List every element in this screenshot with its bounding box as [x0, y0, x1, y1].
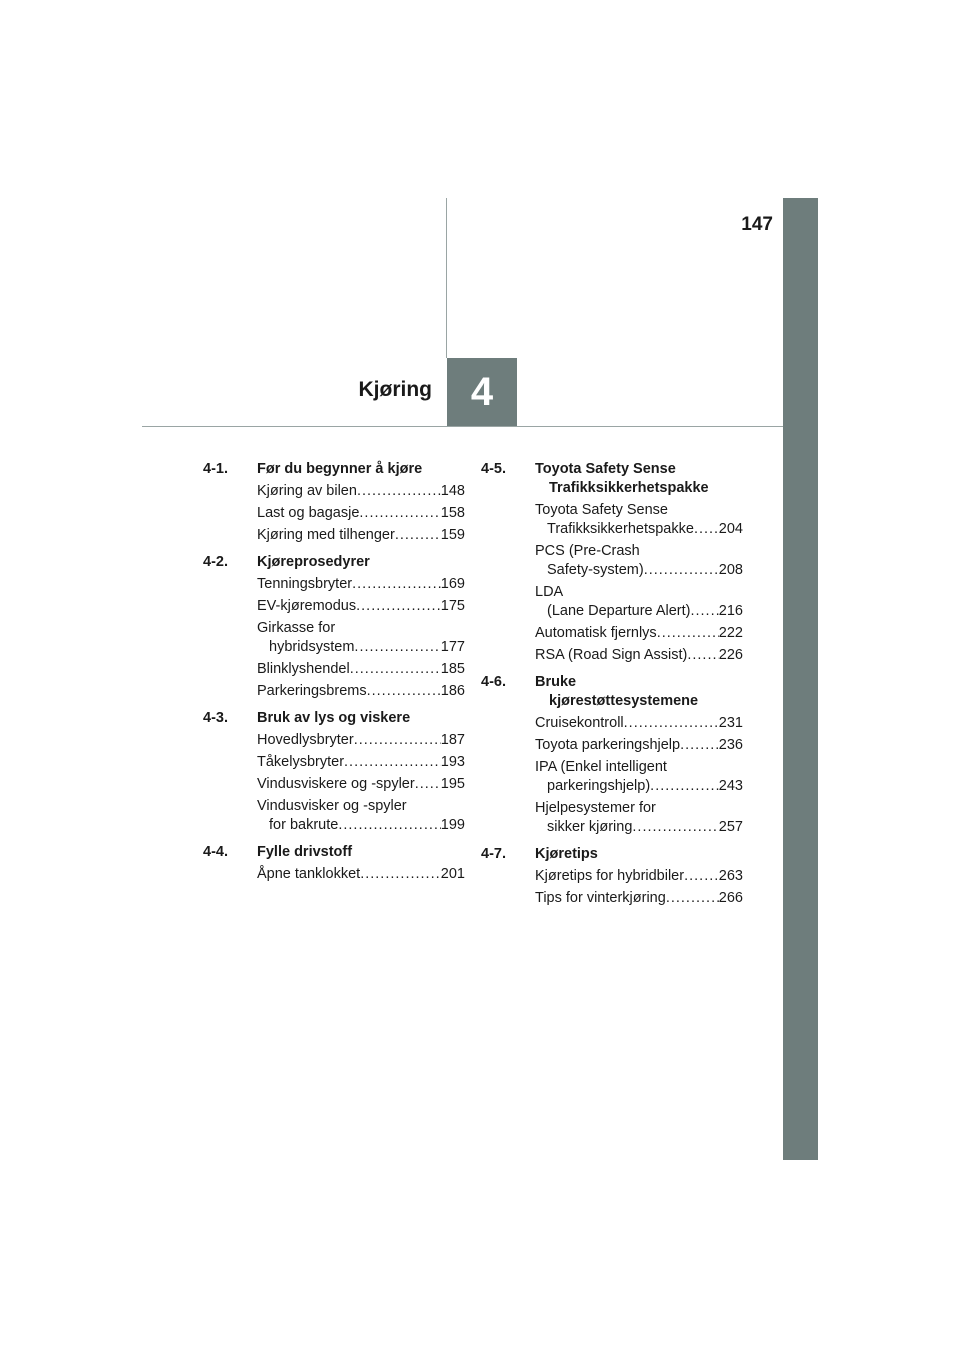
entry-page-number: 158 — [440, 505, 465, 521]
chapter-side-tab — [783, 198, 818, 1160]
section-number: 4-4. — [203, 844, 228, 860]
entry-title-line: LDA — [535, 584, 564, 600]
entry-title-line — [257, 775, 465, 794]
toc-section — [481, 845, 743, 908]
dot-leader — [650, 777, 719, 796]
section-title-line: Kjøretips — [535, 846, 598, 862]
dot-leader — [356, 597, 441, 616]
dot-leader — [690, 602, 718, 621]
section-heading — [481, 460, 743, 498]
entry-title-line — [257, 865, 465, 884]
toc-left-column — [203, 460, 465, 892]
entry-title-line — [257, 660, 465, 679]
entry-title: Åpne tanklokket — [257, 866, 361, 882]
toc-entry[interactable] — [257, 731, 465, 750]
dot-leader — [354, 638, 440, 657]
section-title-line: Bruk av lys og viskere — [257, 710, 411, 726]
toc-entry[interactable] — [257, 660, 465, 679]
section-number: 4-1. — [203, 461, 228, 477]
toc-entry[interactable] — [257, 797, 465, 835]
entry-title-line — [535, 561, 743, 580]
entry-page-number: 193 — [440, 754, 465, 770]
entry-title-line: Vindusvisker og -spyler — [257, 798, 407, 814]
toc-entry[interactable] — [257, 526, 465, 545]
entry-title-line — [257, 816, 465, 835]
entry-page-number: 216 — [718, 603, 743, 619]
toc-section — [481, 460, 743, 665]
entry-title-line — [535, 818, 743, 837]
section-title-line: Fylle drivstoff — [257, 844, 353, 860]
entry-title-line — [535, 889, 743, 908]
section-heading — [203, 843, 465, 862]
toc-entry[interactable] — [257, 682, 465, 701]
section-title-line: Trafikksikkerhetspakke — [549, 480, 709, 496]
entry-title-line — [535, 624, 743, 643]
dot-leader — [684, 867, 719, 886]
entry-title: Automatisk fjernlys — [535, 625, 657, 641]
page-number: 147 — [741, 214, 773, 235]
toc-entry[interactable] — [535, 736, 743, 755]
toc-section — [203, 709, 465, 835]
entry-title-line — [257, 575, 465, 594]
entry-title: Toyota parkeringshjelp — [535, 737, 681, 753]
entry-title: Cruisekontroll — [535, 715, 624, 731]
entry-page-number: 199 — [440, 817, 465, 833]
section-number: 4-2. — [203, 554, 228, 570]
dot-leader — [354, 731, 441, 750]
toc-entry[interactable] — [535, 624, 743, 643]
entry-title-line — [257, 597, 465, 616]
toc-entry[interactable] — [257, 619, 465, 657]
entry-page-number: 263 — [718, 868, 743, 884]
section-heading — [203, 553, 465, 572]
section-number: 4-5. — [481, 461, 506, 477]
entry-page-number: 222 — [718, 625, 743, 641]
entry-page-number: 177 — [440, 639, 465, 655]
section-number: 4-6. — [481, 674, 506, 690]
section-title-line: kjørestøttesystemene — [549, 693, 699, 709]
dot-leader — [632, 818, 718, 837]
entry-page-number: 204 — [718, 521, 743, 537]
dot-leader — [644, 561, 719, 580]
dot-leader — [350, 660, 441, 679]
entry-title: Last og bagasje — [257, 505, 360, 521]
dot-leader — [694, 520, 719, 539]
entry-page-number: 226 — [718, 647, 743, 663]
entry-title: (Lane Departure Alert) — [547, 603, 691, 619]
toc-entry[interactable] — [535, 889, 743, 908]
entry-title: Tenningsbryter — [257, 576, 353, 592]
dot-leader — [344, 753, 441, 772]
entry-page-number: 231 — [718, 715, 743, 731]
chapter-title: Kjøring — [358, 378, 432, 401]
entry-title: RSA (Road Sign Assist) — [535, 647, 688, 663]
dot-leader — [415, 775, 441, 794]
toc-section — [203, 553, 465, 701]
dot-leader — [624, 714, 719, 733]
entry-title-line — [535, 777, 743, 796]
section-title — [257, 460, 465, 479]
entry-title-line — [535, 602, 743, 621]
dot-leader — [352, 575, 441, 594]
entry-title: parkeringshjelp) — [547, 778, 651, 794]
entry-title: Tåkelysbryter — [257, 754, 345, 770]
entry-title-line: PCS (Pre-Crash — [535, 543, 640, 559]
entry-title-line: Girkasse for — [257, 620, 336, 636]
section-title — [257, 843, 465, 862]
toc-entry[interactable] — [535, 542, 743, 580]
section-heading — [203, 709, 465, 728]
toc-entry[interactable] — [257, 482, 465, 501]
entry-title-line — [257, 526, 465, 545]
entry-page-number: 236 — [718, 737, 743, 753]
entry-title: EV-kjøremodus — [257, 598, 357, 614]
chapter-number-box — [447, 358, 517, 426]
entry-title-line — [257, 638, 465, 657]
entry-title: Tips for vinterkjøring — [535, 890, 666, 906]
section-number: 4-3. — [203, 710, 228, 726]
entry-title-line — [257, 682, 465, 701]
toc-section — [481, 673, 743, 837]
chapter-number: 4 — [470, 369, 494, 414]
toc-entry[interactable] — [535, 799, 743, 837]
toc-entry[interactable] — [257, 775, 465, 794]
entry-page-number: 169 — [440, 576, 465, 592]
dot-leader — [360, 865, 441, 884]
toc-entry[interactable] — [535, 867, 743, 886]
toc-entry[interactable] — [257, 575, 465, 594]
dot-leader — [367, 682, 441, 701]
toc-entry[interactable] — [257, 753, 465, 772]
dot-leader — [680, 736, 719, 755]
toc-entry[interactable] — [535, 501, 743, 539]
dot-leader — [666, 889, 719, 908]
section-heading — [481, 673, 743, 711]
entry-title-line: Hjelpesystemer for — [535, 800, 656, 816]
dot-leader — [395, 526, 441, 545]
entry-page-number: 175 — [440, 598, 465, 614]
toc-entry[interactable] — [257, 504, 465, 523]
entry-page-number: 187 — [440, 732, 465, 748]
entry-page-number: 195 — [440, 776, 465, 792]
entry-title-line — [535, 714, 743, 733]
entry-title-line — [257, 482, 465, 501]
section-title — [535, 673, 743, 711]
dot-leader — [657, 624, 719, 643]
toc-entry[interactable] — [535, 758, 743, 796]
entry-title-line: Toyota Safety Sense — [535, 502, 668, 518]
entry-title: Hovedlysbryter — [257, 732, 354, 748]
entry-title: hybridsystem — [269, 639, 355, 655]
entry-title: Kjøretips for hybridbiler — [535, 868, 685, 884]
section-title-line: Kjøreprosedyrer — [257, 554, 370, 570]
entry-page-number: 185 — [440, 661, 465, 677]
toc-section — [203, 843, 465, 884]
dot-leader — [687, 646, 718, 665]
section-title-line: Bruke — [535, 674, 577, 690]
section-title — [535, 460, 743, 498]
section-title-line: Toyota Safety Sense — [535, 461, 676, 477]
section-title — [257, 553, 465, 572]
entry-title: Trafikksikkerhetspakke — [547, 521, 694, 537]
entry-title-line — [257, 753, 465, 772]
toc-entry[interactable] — [535, 583, 743, 621]
entry-page-number: 208 — [718, 562, 743, 578]
entry-title: Vindusviskere og -spyler — [257, 776, 415, 792]
dot-leader — [338, 816, 440, 835]
entry-title-line — [535, 736, 743, 755]
dot-leader — [357, 482, 441, 501]
section-heading — [203, 460, 465, 479]
entry-title: Blinklyshendel — [257, 661, 350, 677]
entry-page-number: 148 — [440, 483, 465, 499]
section-title — [257, 709, 465, 728]
entry-title: Kjøring av bilen — [257, 483, 357, 499]
dot-leader — [359, 504, 440, 523]
entry-title: Kjøring med tilhenger — [257, 527, 395, 543]
entry-title: for bakrute — [269, 817, 339, 833]
toc-entry[interactable] — [257, 597, 465, 616]
vertical-rule — [446, 198, 447, 358]
toc-entry[interactable] — [257, 865, 465, 884]
entry-title-line: IPA (Enkel intelligent — [535, 759, 667, 775]
section-title — [535, 845, 743, 864]
entry-page-number: 257 — [718, 819, 743, 835]
entry-title: sikker kjøring — [547, 819, 633, 835]
entry-page-number: 159 — [440, 527, 465, 543]
entry-title-line — [257, 504, 465, 523]
section-heading — [481, 845, 743, 864]
entry-title-line — [535, 646, 743, 665]
toc-section — [203, 460, 465, 545]
entry-title: Safety-system) — [547, 562, 644, 578]
toc-right-column — [481, 460, 743, 916]
toc-entry[interactable] — [535, 714, 743, 733]
horizontal-rule — [142, 426, 783, 427]
section-number: 4-7. — [481, 846, 506, 862]
entry-title-line — [535, 867, 743, 886]
toc-entry[interactable] — [535, 646, 743, 665]
entry-title: Parkeringsbrems — [257, 683, 367, 699]
entry-title-line — [535, 520, 743, 539]
entry-page-number: 186 — [440, 683, 465, 699]
entry-page-number: 201 — [440, 866, 465, 882]
entry-page-number: 243 — [718, 778, 743, 794]
entry-title-line — [257, 731, 465, 750]
entry-page-number: 266 — [718, 890, 743, 906]
section-title-line: Før du begynner å kjøre — [257, 461, 423, 477]
